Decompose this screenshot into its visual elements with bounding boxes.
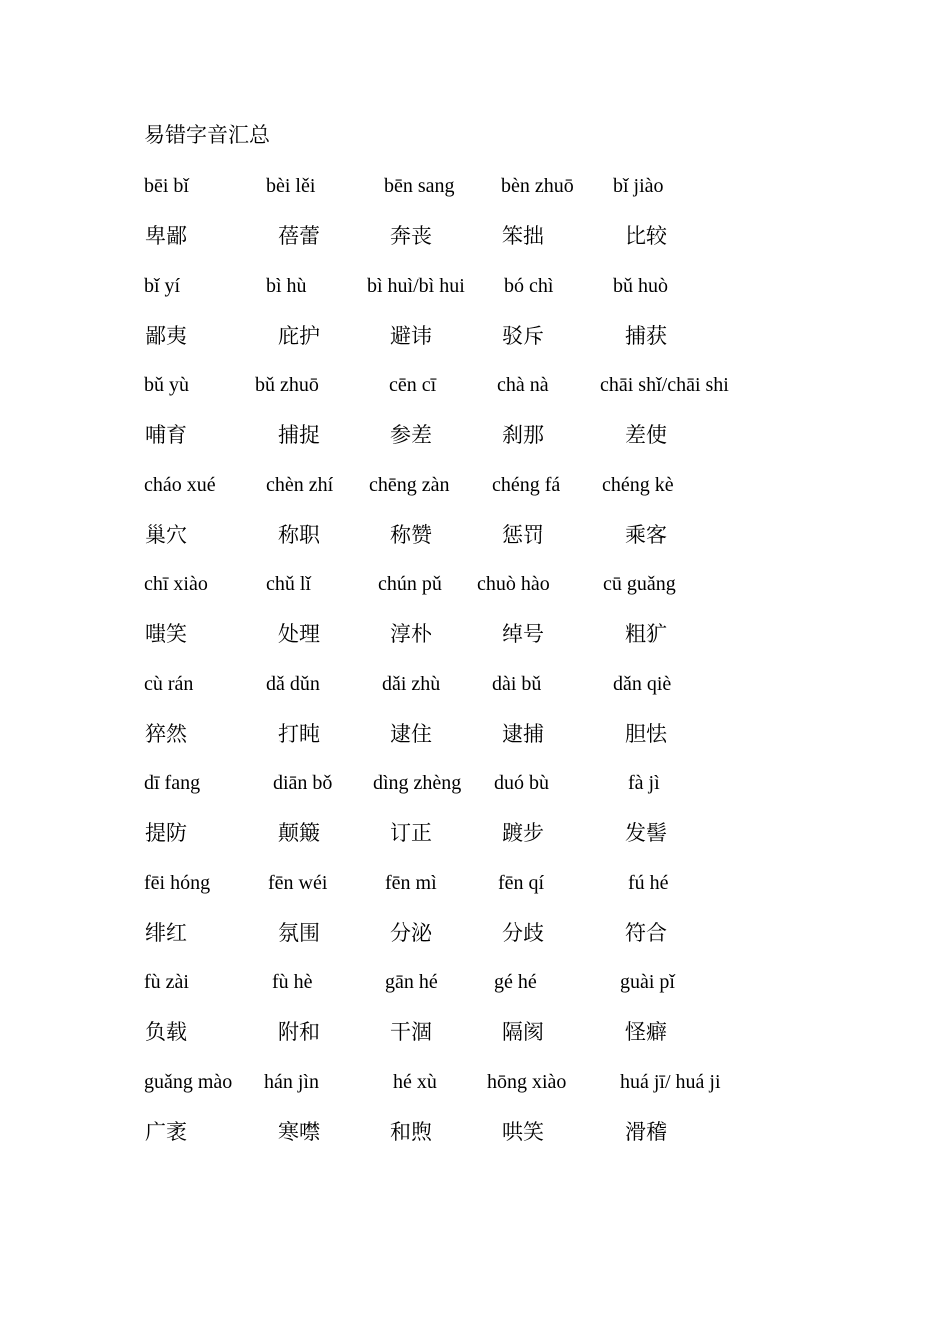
pinyin-cell: bèn zhuō bbox=[501, 175, 574, 197]
hanzi-cell: 刹那 bbox=[502, 423, 544, 447]
hanzi-cell: 哄笑 bbox=[502, 1120, 544, 1144]
hanzi-cell: 和煦 bbox=[390, 1120, 432, 1144]
pinyin-cell: bǐ jiào bbox=[613, 175, 664, 197]
hanzi-cell: 分泌 bbox=[390, 921, 432, 945]
pinyin-cell: chī xiào bbox=[144, 573, 208, 595]
pinyin-cell: fēn wéi bbox=[268, 872, 328, 894]
hanzi-cell: 颠簸 bbox=[278, 821, 320, 845]
hanzi-cell: 粗犷 bbox=[625, 622, 667, 646]
hanzi-cell: 逮捕 bbox=[502, 722, 544, 746]
pinyin-cell: cū guǎng bbox=[603, 573, 676, 595]
pinyin-cell: dǎ dǔn bbox=[266, 673, 320, 695]
pinyin-cell: chǔ lǐ bbox=[266, 573, 311, 595]
pinyin-cell: guǎng mào bbox=[144, 1071, 233, 1093]
pinyin-cell: cháo xué bbox=[144, 474, 216, 496]
pinyin-cell: fú hé bbox=[628, 872, 669, 894]
hanzi-cell: 附和 bbox=[278, 1020, 320, 1044]
hanzi-cell: 捕获 bbox=[625, 324, 667, 348]
pinyin-row bbox=[0, 1067, 950, 1097]
document-title: 易错字音汇总 bbox=[144, 123, 270, 147]
pinyin-cell: guài pǐ bbox=[620, 971, 675, 993]
hanzi-cell: 氛围 bbox=[278, 921, 320, 945]
pinyin-cell: fēn qí bbox=[498, 872, 545, 894]
pinyin-row bbox=[0, 171, 950, 201]
hanzi-cell: 发髻 bbox=[625, 821, 667, 845]
hanzi-cell: 参差 bbox=[390, 423, 432, 447]
hanzi-cell: 哺育 bbox=[145, 423, 187, 447]
pinyin-cell: dǎi zhù bbox=[382, 673, 441, 695]
hanzi-cell: 绰号 bbox=[502, 622, 544, 646]
hanzi-cell: 踱步 bbox=[502, 821, 544, 845]
pinyin-cell: bó chì bbox=[504, 275, 554, 297]
hanzi-cell: 提防 bbox=[145, 821, 187, 845]
hanzi-cell: 滑稽 bbox=[625, 1120, 667, 1144]
pinyin-cell: dài bǔ bbox=[492, 673, 542, 695]
hanzi-cell: 打盹 bbox=[278, 722, 320, 746]
pinyin-cell: duó bù bbox=[494, 772, 549, 794]
hanzi-cell: 广袤 bbox=[145, 1120, 187, 1144]
pinyin-cell: bèi lěi bbox=[266, 175, 316, 197]
hanzi-cell: 巢穴 bbox=[145, 523, 187, 547]
pinyin-cell: dìng zhèng bbox=[373, 772, 462, 794]
pinyin-cell: chéng fá bbox=[492, 474, 561, 496]
pinyin-cell: bǔ yù bbox=[144, 374, 189, 396]
hanzi-cell: 处理 bbox=[278, 622, 320, 646]
pinyin-row bbox=[0, 868, 950, 898]
hanzi-row bbox=[0, 918, 950, 948]
hanzi-cell: 订正 bbox=[390, 821, 432, 845]
hanzi-row bbox=[0, 420, 950, 450]
pinyin-cell: hé xù bbox=[393, 1071, 437, 1093]
pinyin-cell: bēi bǐ bbox=[144, 175, 189, 197]
pinyin-cell: chēng zàn bbox=[369, 474, 450, 496]
pinyin-row bbox=[0, 967, 950, 997]
pinyin-cell: fēi hóng bbox=[144, 872, 211, 894]
pinyin-row bbox=[0, 370, 950, 400]
hanzi-row bbox=[0, 719, 950, 749]
hanzi-cell: 胆怯 bbox=[625, 722, 667, 746]
hanzi-cell: 鄙夷 bbox=[145, 324, 187, 348]
hanzi-cell: 负载 bbox=[145, 1020, 187, 1044]
pinyin-cell: hán jìn bbox=[264, 1071, 319, 1093]
pinyin-cell: fēn mì bbox=[385, 872, 437, 894]
pinyin-row bbox=[0, 669, 950, 699]
pinyin-row bbox=[0, 271, 950, 301]
hanzi-row bbox=[0, 520, 950, 550]
hanzi-cell: 卑鄙 bbox=[145, 224, 187, 248]
hanzi-cell: 驳斥 bbox=[502, 324, 544, 348]
pinyin-cell: chāi shǐ/chāi shi bbox=[600, 374, 729, 396]
pinyin-cell: fù zài bbox=[144, 971, 189, 993]
hanzi-cell: 捕捉 bbox=[278, 423, 320, 447]
pinyin-cell: bǔ zhuō bbox=[255, 374, 319, 396]
hanzi-cell: 淳朴 bbox=[390, 622, 432, 646]
pinyin-cell: gān hé bbox=[385, 971, 438, 993]
pinyin-cell: bēn sang bbox=[384, 175, 455, 197]
hanzi-cell: 比较 bbox=[625, 224, 667, 248]
hanzi-cell: 寒噤 bbox=[278, 1120, 320, 1144]
hanzi-cell: 隔阂 bbox=[502, 1020, 544, 1044]
pinyin-cell: fà jì bbox=[628, 772, 660, 794]
hanzi-cell: 避讳 bbox=[390, 324, 432, 348]
pinyin-cell: chún pǔ bbox=[378, 573, 442, 595]
pinyin-cell: dǎn qiè bbox=[613, 673, 672, 695]
hanzi-cell: 惩罚 bbox=[502, 523, 544, 547]
hanzi-cell: 称赞 bbox=[390, 523, 432, 547]
hanzi-cell: 猝然 bbox=[145, 722, 187, 746]
pinyin-cell: huá jī/ huá ji bbox=[620, 1071, 721, 1093]
hanzi-cell: 称职 bbox=[278, 523, 320, 547]
hanzi-row bbox=[0, 818, 950, 848]
pinyin-cell: chuò hào bbox=[477, 573, 550, 595]
pinyin-cell: hōng xiào bbox=[487, 1071, 567, 1093]
pinyin-cell: gé hé bbox=[494, 971, 537, 993]
hanzi-cell: 庇护 bbox=[278, 324, 320, 348]
pinyin-cell: chà nà bbox=[497, 374, 549, 396]
hanzi-cell: 蓓蕾 bbox=[278, 224, 320, 248]
hanzi-cell: 乘客 bbox=[625, 523, 667, 547]
pinyin-row bbox=[0, 569, 950, 599]
hanzi-cell: 嗤笑 bbox=[145, 622, 187, 646]
hanzi-row bbox=[0, 1117, 950, 1147]
pinyin-row bbox=[0, 470, 950, 500]
hanzi-cell: 奔丧 bbox=[390, 224, 432, 248]
hanzi-cell: 符合 bbox=[625, 921, 667, 945]
pinyin-cell: chéng kè bbox=[602, 474, 674, 496]
pinyin-cell: bǔ huò bbox=[613, 275, 668, 297]
hanzi-cell: 怪癖 bbox=[625, 1020, 667, 1044]
pinyin-cell: bǐ yí bbox=[144, 275, 181, 297]
pinyin-cell: dī fang bbox=[144, 772, 201, 794]
pinyin-cell: fù hè bbox=[272, 971, 313, 993]
hanzi-row bbox=[0, 1017, 950, 1047]
hanzi-row bbox=[0, 321, 950, 351]
pinyin-cell: cēn cī bbox=[389, 374, 437, 396]
pinyin-cell: chèn zhí bbox=[266, 474, 334, 496]
hanzi-cell: 笨拙 bbox=[502, 224, 544, 248]
pinyin-cell: cù rán bbox=[144, 673, 194, 695]
pinyin-row bbox=[0, 768, 950, 798]
hanzi-cell: 绯红 bbox=[145, 921, 187, 945]
hanzi-cell: 差使 bbox=[625, 423, 667, 447]
pinyin-cell: diān bǒ bbox=[273, 772, 333, 794]
pinyin-cell: bì hù bbox=[266, 275, 307, 297]
hanzi-row bbox=[0, 221, 950, 251]
hanzi-cell: 分歧 bbox=[502, 921, 544, 945]
hanzi-row bbox=[0, 619, 950, 649]
hanzi-cell: 逮住 bbox=[390, 722, 432, 746]
pinyin-cell: bì huì/bì hui bbox=[367, 275, 465, 297]
hanzi-cell: 干涸 bbox=[390, 1020, 432, 1044]
